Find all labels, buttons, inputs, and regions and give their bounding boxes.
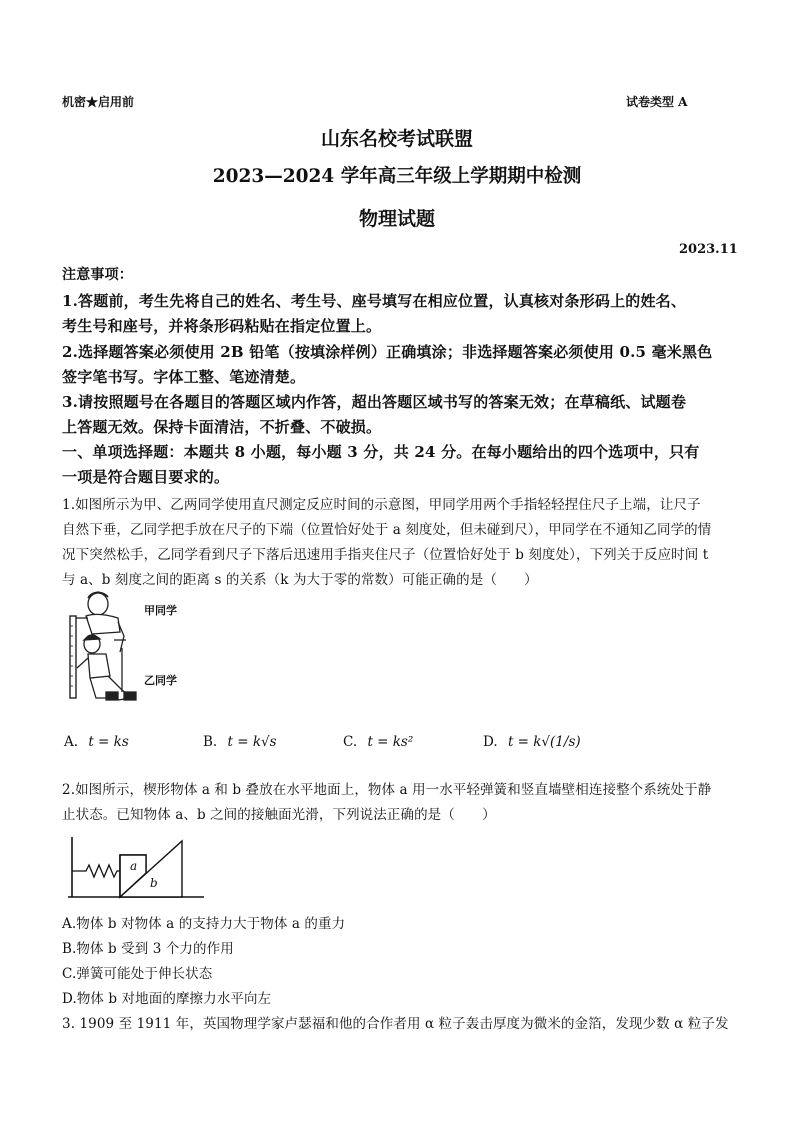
option-letter: B. [203, 734, 218, 750]
confidential-label: 机密★启用前 [62, 95, 135, 109]
notice-line: 3.请按照题号在各题目的答题区域内作答，超出答题区域书写的答案无效；在草稿纸、试题卷 [62, 393, 687, 411]
option-formula: t = k√(1/s) [507, 734, 581, 750]
option-b [203, 734, 277, 750]
notice-line: 签字笔书写。字体工整、笔迹清楚。 [62, 368, 306, 386]
notice-heading: 注意事项： [62, 267, 133, 283]
question-text: 1.如图所示为甲、乙两同学使用直尺测定反应时间的示意图，甲同学用两个手指轻轻捏住尺子上端，让尺子 [62, 497, 701, 513]
paper-type-label: 试卷类型 A [626, 95, 688, 109]
notice-line: 上答题无效。保持卡面清洁，不折叠、不破损。 [62, 418, 382, 436]
notice-line: 考生号和座号，并将条形码粘贴在指定位置上。 [62, 317, 382, 335]
notice-line: 2.选择题答案必须使用 2B 铅笔（按填涂样例）正确填涂；非选择题答案必须使用 0.5 毫米黑色 [62, 343, 713, 361]
label-a: a [130, 859, 138, 873]
subject-title: 物理试题 [358, 208, 435, 230]
option-c: C.弹簧可能处于伸长状态 [62, 966, 213, 982]
option-a: A.物体 b 对物体 a 的支持力大于物体 a 的重力 [62, 916, 346, 932]
option-a [64, 734, 129, 750]
student-b-label: 乙同学 [144, 674, 177, 687]
question-text: 止状态。已知物体 a、b 之间的接触面光滑，下列说法正确的是（ ） [62, 807, 496, 823]
section-heading: 一项是符合题目要求的。 [62, 468, 230, 486]
option-letter: C. [343, 734, 358, 750]
exam-term-title: 2023—2024 学年高三年级上学期期中检测 [212, 166, 582, 187]
option-d [483, 734, 581, 750]
question-text: 况下突然松手，乙同学看到尺子下落后迅速用手指夹住尺子（位置恰好处于 b 刻度处），下列关于反应时间 t [62, 547, 709, 563]
student-b [77, 635, 136, 700]
reaction-time-figure [62, 588, 202, 708]
section-heading: 一、单项选择题：本题共 8 小题，每小题 3 分，共 24 分。在每小题给出的四个选项中，只有 [62, 443, 700, 461]
option-c [343, 734, 413, 750]
question-text: 与 a、b 刻度之间的距离 s 的关系（k 为大于零的常数）可能正确的是（ ） [62, 572, 538, 588]
option-letter: A. [64, 734, 79, 750]
exam-union-title: 山东名校考试联盟 [320, 128, 473, 150]
question-text: 3. 1909 至 1911 年，英国物理学家卢瑟福和他的合作者用 α 粒子轰击厚度为微米的金箔，发现少数 α 粒子发 [62, 1016, 729, 1032]
option-b: B.物体 b 受到 3 个力的作用 [62, 941, 234, 957]
option-formula: t = k√s [227, 734, 277, 750]
label-b: b [150, 876, 158, 890]
option-formula: t = ks [88, 734, 129, 750]
exam-date: 2023.11 [679, 242, 738, 257]
option-d: D.物体 b 对地面的摩擦力水平向左 [62, 991, 272, 1007]
question-text: 自然下垂，乙同学把手放在尺子的下端（位置恰好处于 a 刻度处，但未碰到尺），甲同学在不通知乙同学的情 [62, 522, 712, 538]
wedge-spring-figure [64, 833, 210, 903]
student-a-label: 甲同学 [144, 604, 177, 617]
spring [72, 865, 120, 877]
notice-line: 1.答题前，考生先将自己的姓名、考生号、座号填写在相应位置，认真核对条形码上的姓名、 [62, 292, 687, 310]
option-letter: D. [483, 734, 498, 750]
option-formula: t = ks² [367, 734, 414, 750]
question-text: 2.如图所示，楔形物体 a 和 b 叠放在水平地面上，物体 a 用一水平轻弹簧和竖直墙壁相连接整个系统处于静 [62, 782, 712, 798]
